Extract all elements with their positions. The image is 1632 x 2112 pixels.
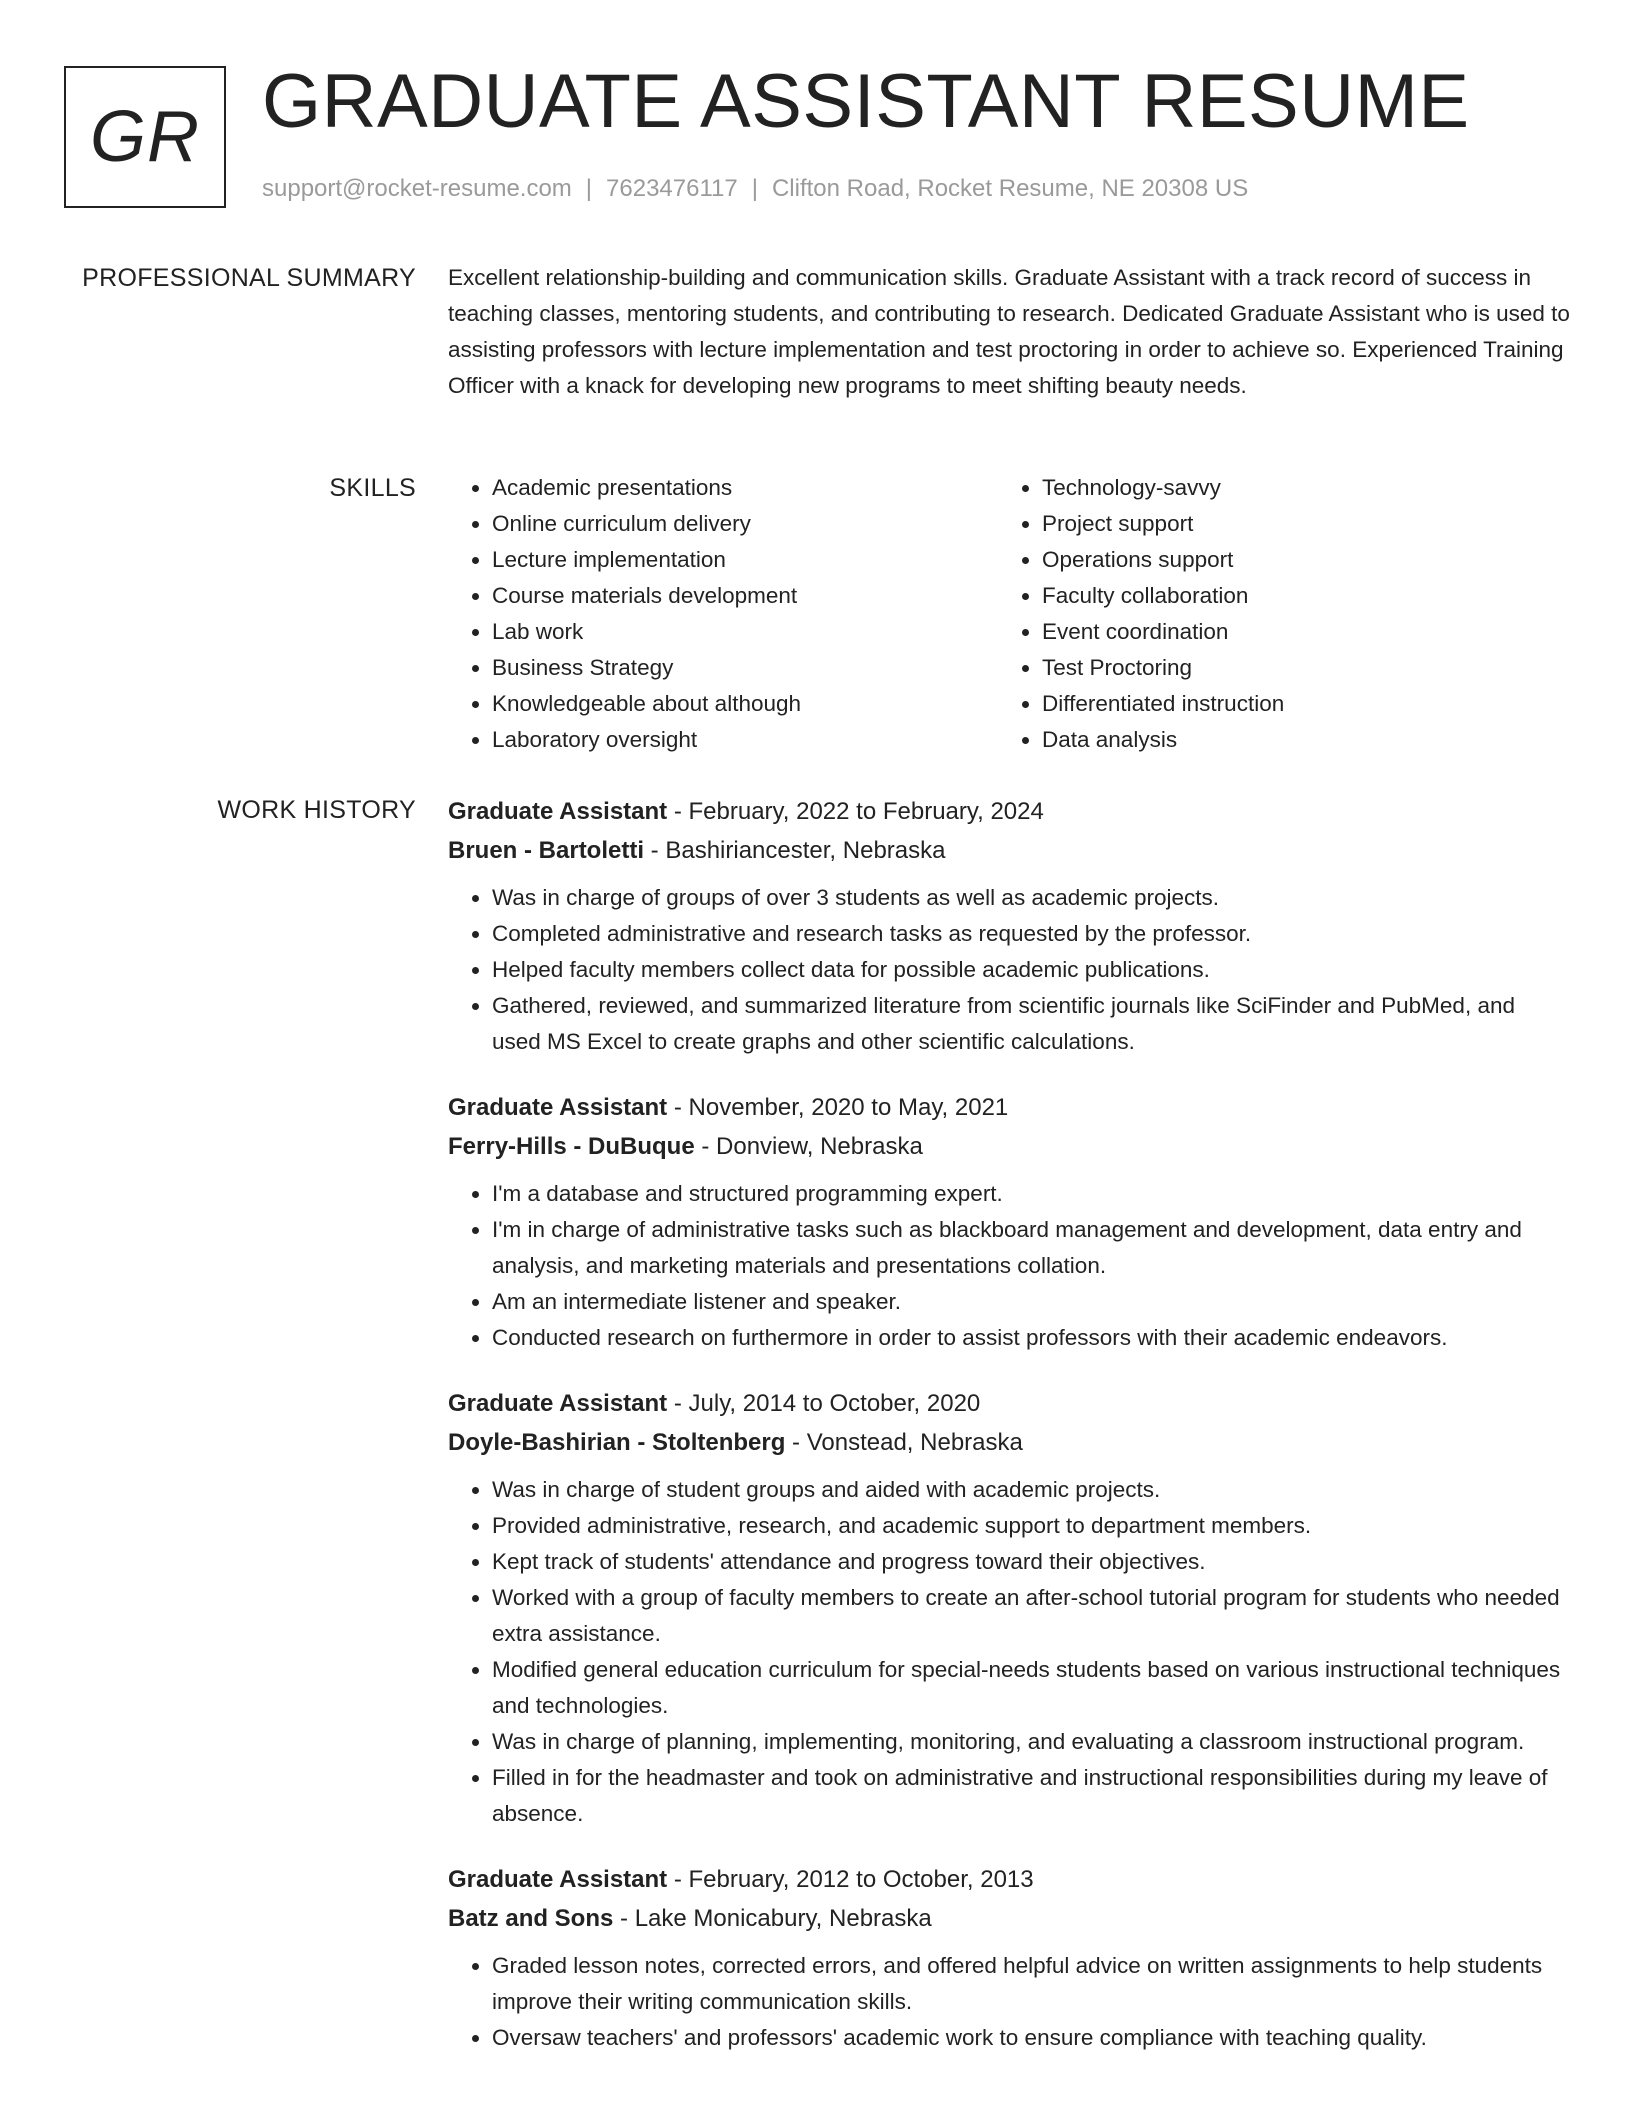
monogram-box: GR bbox=[64, 66, 226, 208]
job-bullet: • I'm a database and structured programming expert. bbox=[492, 1176, 1570, 1212]
job-entry bbox=[448, 1088, 1570, 1356]
job-bullet: • Graded lesson notes, corrected errors, and offered helpful advice on written assignments to help students improve their writing communication skills. bbox=[492, 1948, 1570, 2020]
job-bullets bbox=[448, 1472, 1570, 1832]
skill-item: • Business Strategy bbox=[492, 650, 998, 686]
skill-item: • Lecture implementation bbox=[492, 542, 998, 578]
job-title: Graduate Assistant bbox=[448, 1390, 668, 1417]
job-company-line bbox=[448, 1899, 1570, 1938]
skill-item: • Laboratory oversight bbox=[492, 722, 998, 758]
contact-separator: | bbox=[585, 175, 593, 202]
job-bullet: • Was in charge of groups of over 3 students as well as academic projects. bbox=[492, 880, 1570, 916]
work-heading: WORK HISTORY bbox=[217, 796, 416, 824]
contact-email: support@rocket-resume.com bbox=[262, 175, 572, 202]
job-entry bbox=[448, 1384, 1570, 1832]
job-dates: - February, 2012 to October, 2013 bbox=[667, 1866, 1034, 1893]
job-title: Graduate Assistant bbox=[448, 798, 668, 825]
job-bullet: • Provided administrative, research, and academic support to department members. bbox=[492, 1508, 1570, 1544]
summary-heading: PROFESSIONAL SUMMARY bbox=[82, 264, 416, 292]
skill-item: • Event coordination bbox=[1042, 614, 1548, 650]
skill-item: • Test Proctoring bbox=[1042, 650, 1548, 686]
job-bullet: • Am an intermediate listener and speaker. bbox=[492, 1284, 1570, 1320]
skills-column-left bbox=[448, 470, 998, 758]
skill-item: • Operations support bbox=[1042, 542, 1548, 578]
job-company: Doyle-Bashirian - Stoltenberg bbox=[448, 1429, 786, 1456]
contact-phone: 7623476117 bbox=[606, 175, 738, 202]
job-dates: - February, 2022 to February, 2024 bbox=[667, 798, 1044, 825]
skill-item: • Faculty collaboration bbox=[1042, 578, 1548, 614]
job-title-line bbox=[448, 1384, 1570, 1423]
skill-item: • Data analysis bbox=[1042, 722, 1548, 758]
work-body bbox=[448, 792, 1570, 2084]
job-location: - Vonstead, Nebraska bbox=[785, 1429, 1023, 1456]
skill-item: • Project support bbox=[1042, 506, 1548, 542]
skills-list-right bbox=[998, 470, 1548, 758]
job-title-line bbox=[448, 1088, 1570, 1127]
job-title: Graduate Assistant bbox=[448, 1094, 668, 1121]
skills-list-left bbox=[448, 470, 998, 758]
job-bullets bbox=[448, 880, 1570, 1060]
contact-line bbox=[262, 175, 1248, 203]
job-bullets bbox=[448, 1176, 1570, 1356]
job-company: Bruen - Bartoletti bbox=[448, 837, 645, 864]
skill-item: • Differentiated instruction bbox=[1042, 686, 1548, 722]
skill-item: • Knowledgeable about although bbox=[492, 686, 998, 722]
job-entry bbox=[448, 792, 1570, 1060]
skills-column-right bbox=[998, 470, 1548, 758]
summary-text: Excellent relationship-building and communication skills. Graduate Assistant with a track record of success in teaching classes, mentoring students, and contributing to research. Dedicated Graduate Assistant who is used to assisting professors with lecture implementation and test proctoring in order to achieve so. Experienced Training Officer with a knack for developing new programs to meet shifting beauty needs. bbox=[448, 265, 1570, 398]
job-bullet: • Filled in for the headmaster and took on administrative and instructional responsibilities during my leave of absence. bbox=[492, 1760, 1570, 1832]
job-company: Ferry-Hills - DuBuque bbox=[448, 1133, 695, 1160]
job-bullet: • Helped faculty members collect data for possible academic publications. bbox=[492, 952, 1570, 988]
skill-item: • Technology-savvy bbox=[1042, 470, 1548, 506]
job-title: Graduate Assistant bbox=[448, 1866, 668, 1893]
job-bullet: • Gathered, reviewed, and summarized literature from scientific journals like SciFinder and PubMed, and used MS Excel to create graphs and other scientific calculations. bbox=[492, 988, 1570, 1060]
skills-body bbox=[448, 470, 1570, 758]
job-company-line bbox=[448, 1423, 1570, 1462]
job-bullet: • Kept track of students' attendance and progress toward their objectives. bbox=[492, 1544, 1570, 1580]
job-company-line bbox=[448, 831, 1570, 870]
job-bullet: • Oversaw teachers' and professors' academic work to ensure compliance with teaching quality. bbox=[492, 2020, 1570, 2056]
skill-item: • Online curriculum delivery bbox=[492, 506, 998, 542]
job-bullet: • Worked with a group of faculty members to create an after-school tutorial program for students who needed extra assistance. bbox=[492, 1580, 1570, 1652]
resume-title: GRADUATE ASSISTANT RESUME bbox=[262, 59, 1470, 144]
job-bullet: • Completed administrative and research tasks as requested by the professor. bbox=[492, 916, 1570, 952]
job-company: Batz and Sons bbox=[448, 1905, 614, 1932]
job-company-line bbox=[448, 1127, 1570, 1166]
job-dates: - November, 2020 to May, 2021 bbox=[667, 1094, 1009, 1121]
job-bullet: • I'm in charge of administrative tasks such as blackboard management and development, data entry and analysis, and marketing materials and presentations collation. bbox=[492, 1212, 1570, 1284]
job-bullet: • Modified general education curriculum for special-needs students based on various instructional techniques and technologies. bbox=[492, 1652, 1570, 1724]
job-entry bbox=[448, 1860, 1570, 2056]
skill-item: • Lab work bbox=[492, 614, 998, 650]
job-dates: - July, 2014 to October, 2020 bbox=[667, 1390, 981, 1417]
contact-address: Clifton Road, Rocket Resume, NE 20308 US bbox=[771, 175, 1249, 202]
job-title-line bbox=[448, 792, 1570, 831]
skill-item: • Course materials development bbox=[492, 578, 998, 614]
job-bullet: • Conducted research on furthermore in order to assist professors with their academic endeavors. bbox=[492, 1320, 1570, 1356]
contact-separator: | bbox=[751, 175, 758, 202]
skills-heading: SKILLS bbox=[329, 474, 416, 502]
job-bullets bbox=[448, 1948, 1570, 2056]
job-location: - Bashiriancester, Nebraska bbox=[644, 837, 946, 864]
job-title-line bbox=[448, 1860, 1570, 1899]
job-location: - Donview, Nebraska bbox=[694, 1133, 923, 1160]
summary-body bbox=[448, 260, 1570, 404]
job-location: - Lake Monicabury, Nebraska bbox=[613, 1905, 932, 1932]
job-bullet: • Was in charge of student groups and aided with academic projects. bbox=[492, 1472, 1570, 1508]
job-bullet: • Was in charge of planning, implementing, monitoring, and evaluating a classroom instructional program. bbox=[492, 1724, 1570, 1760]
skill-item: • Academic presentations bbox=[492, 470, 998, 506]
